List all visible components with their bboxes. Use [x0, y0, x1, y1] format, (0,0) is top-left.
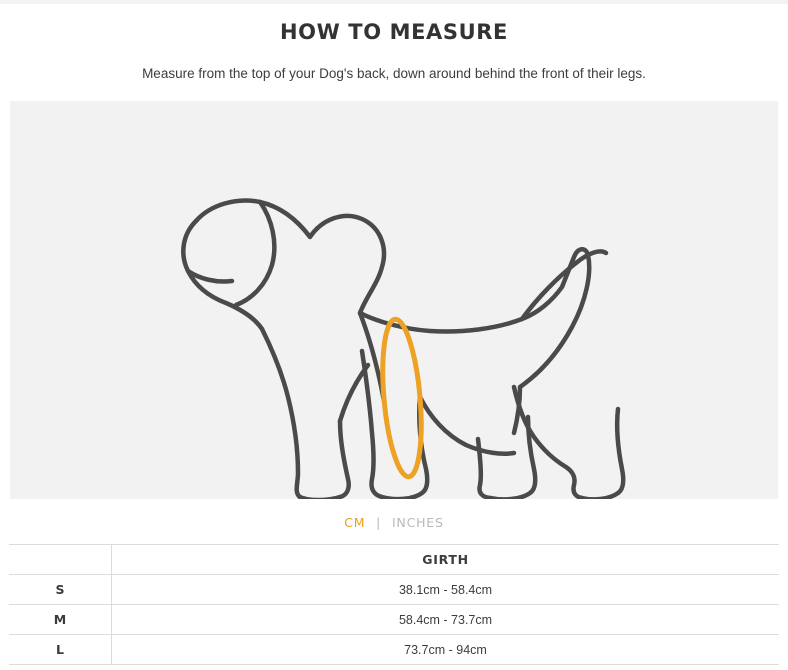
size-chart-table	[9, 544, 779, 665]
page-title: HOW TO MEASURE	[280, 20, 508, 44]
table-header-girth: GIRTH	[112, 545, 780, 575]
table-row	[9, 605, 779, 635]
measure-instruction: Measure from the top of your Dog's back, down around behind the front of their legs.	[142, 66, 646, 81]
size-label-l: L	[9, 635, 112, 665]
unit-separator: |	[376, 515, 382, 530]
girth-value-l: 73.7cm - 94cm	[112, 635, 780, 665]
dog-diagram-icon	[10, 101, 778, 499]
unit-inches[interactable]: INCHES	[391, 515, 444, 530]
table-header-row	[9, 545, 779, 575]
girth-value-s: 38.1cm - 58.4cm	[112, 575, 780, 605]
table-corner-cell	[9, 545, 112, 575]
dog-illustration-panel	[10, 101, 778, 499]
unit-toggle[interactable]	[0, 515, 788, 530]
girth-value-m: 58.4cm - 73.7cm	[112, 605, 780, 635]
table-row	[9, 575, 779, 605]
table-row	[9, 635, 779, 665]
size-label-s: S	[9, 575, 112, 605]
size-label-m: M	[9, 605, 112, 635]
girth-measure-loop-icon	[377, 318, 427, 479]
unit-cm[interactable]: CM	[344, 515, 366, 530]
top-divider-bar	[0, 0, 788, 4]
